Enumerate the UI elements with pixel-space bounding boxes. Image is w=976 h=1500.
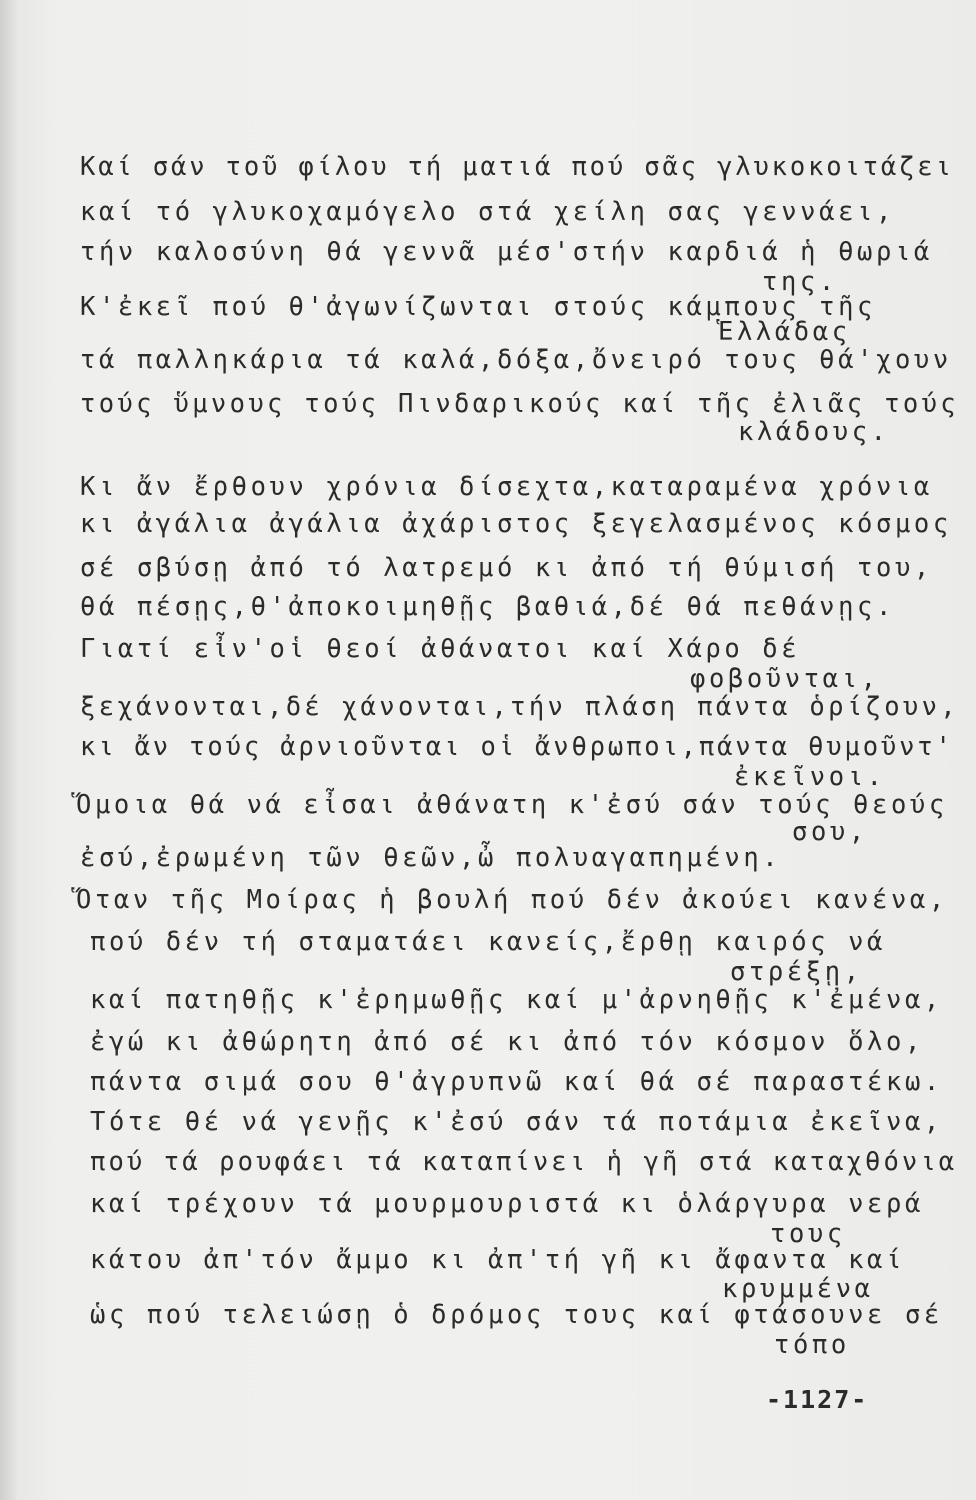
poem-line: Ὅταν τῆς Μοίρας ἡ βουλή πού δέν ἀκούει κανένα, xyxy=(76,885,948,915)
poem-line: φοβοῦνται, xyxy=(690,664,880,694)
poem-line: πού τά ρουφάει τά καταπίνει ἡ γῆ στά καταχθόνια xyxy=(90,1147,958,1177)
poem-line: τους xyxy=(770,1219,846,1249)
poem-line: κλάδους. xyxy=(738,417,890,447)
poem-line: στρέξῃ, xyxy=(730,957,863,987)
poem-line: πάντα σιμά σου θ'ἀγρυπνῶ καί θά σέ παραστέκω. xyxy=(90,1067,943,1097)
poem-line: ἐγώ κι ἀθώρητη ἀπό σέ κι ἀπό τόν κόσμον ὅλο, xyxy=(90,1027,924,1057)
poem-line: Καί σάν τοῦ φίλου τή ματιά πού σᾶς γλυκοκοιτάζει xyxy=(80,152,954,182)
page-edge-shadow xyxy=(0,0,18,1500)
poem-line: κι ἄν τούς ἀρνιοῦνται οἱ ἄνθρωποι,πάντα θυμοῦντ' xyxy=(80,732,954,762)
poem-line: ἐκεῖνοι. xyxy=(734,762,886,792)
poem-line: κρυμμένα xyxy=(722,1274,874,1304)
poem-line: τήν καλοσύνη θά γεννᾶ μέσ'στήν καρδιά ἡ θωριά xyxy=(80,237,933,267)
poem-line: σέ σβύσῃ ἀπό τό λατρεμό κι ἀπό τή θύμισή του, xyxy=(80,553,933,583)
poem-line: σου, xyxy=(792,817,868,847)
poem-line: καί τρέχουν τά μουρμουριστά κι ὁλάργυρα νερά xyxy=(90,1189,924,1219)
poem-line: Τότε θέ νά γενῇς κ'ἐσύ σάν τά ποτάμια ἐκεῖνα, xyxy=(90,1107,943,1137)
poem-line: ξεχάνονται,δέ χάνονται,τήν πλάση πάντα ὁρίζουν, xyxy=(80,692,960,722)
page-number: -1127- xyxy=(766,1385,869,1414)
poem-line: κάτου ἀπ'τόν ἄμμο κι ἀπ'τή γῆ κι ἄφαντα καί xyxy=(90,1245,905,1275)
poem-line: Γιατί εἶν'οἱ θεοί ἀθάνατοι καί Χάρο δέ xyxy=(80,634,801,664)
poem-line: ἐσύ,ἐρωμένη τῶν θεῶν,ὦ πολυαγαπημένη. xyxy=(80,843,782,873)
poem-line: Κ'ἐκεῖ πού θ'ἀγωνίζωνται στούς κάμπους τῆς xyxy=(80,292,876,322)
poem-line: Κι ἄν ἔρθουν χρόνια δίσεχτα,καταραμένα χρόνια xyxy=(80,472,933,502)
poem-line: τά παλληκάρια τά καλά,δόξα,ὄνειρό τους θά'χουν xyxy=(80,345,952,375)
poem-line: ὡς πού τελειώσῃ ὁ δρόμος τους καί φτάσουνε σέ xyxy=(90,1300,943,1330)
poem-line: πού δέν τή σταματάει κανείς,ἔρθῃ καιρός νά xyxy=(90,927,886,957)
poem-line: Ὅμοια θά νά εἶσαι ἀθάνατη κ'ἐσύ σάν τούς θεούς xyxy=(76,790,948,820)
poem-line: καί τό γλυκοχαμόγελο στά χείλη σας γεννάει, xyxy=(80,197,895,227)
poem-line: τόπο xyxy=(774,1330,850,1360)
poem-line: της. xyxy=(762,267,838,297)
poem-line: Ἑλλάδας xyxy=(718,317,851,347)
poem-line: θά πέσῃς,θ'ἀποκοιμηθῇς βαθιά,δέ θά πεθάνῃς. xyxy=(80,592,895,622)
poem-line: κι ἀγάλια ἀγάλια ἀχάριστος ξεγελασμένος κόσμος xyxy=(80,509,952,539)
poem-line: καί πατηθῇς κ'ἐρημωθῇς καί μ'ἀρνηθῇς κ'ἐμένα, xyxy=(90,985,943,1015)
poem-line: τούς ὕμνους τούς Πινδαρικούς καί τῆς ἐλιᾶς τούς xyxy=(80,389,960,419)
